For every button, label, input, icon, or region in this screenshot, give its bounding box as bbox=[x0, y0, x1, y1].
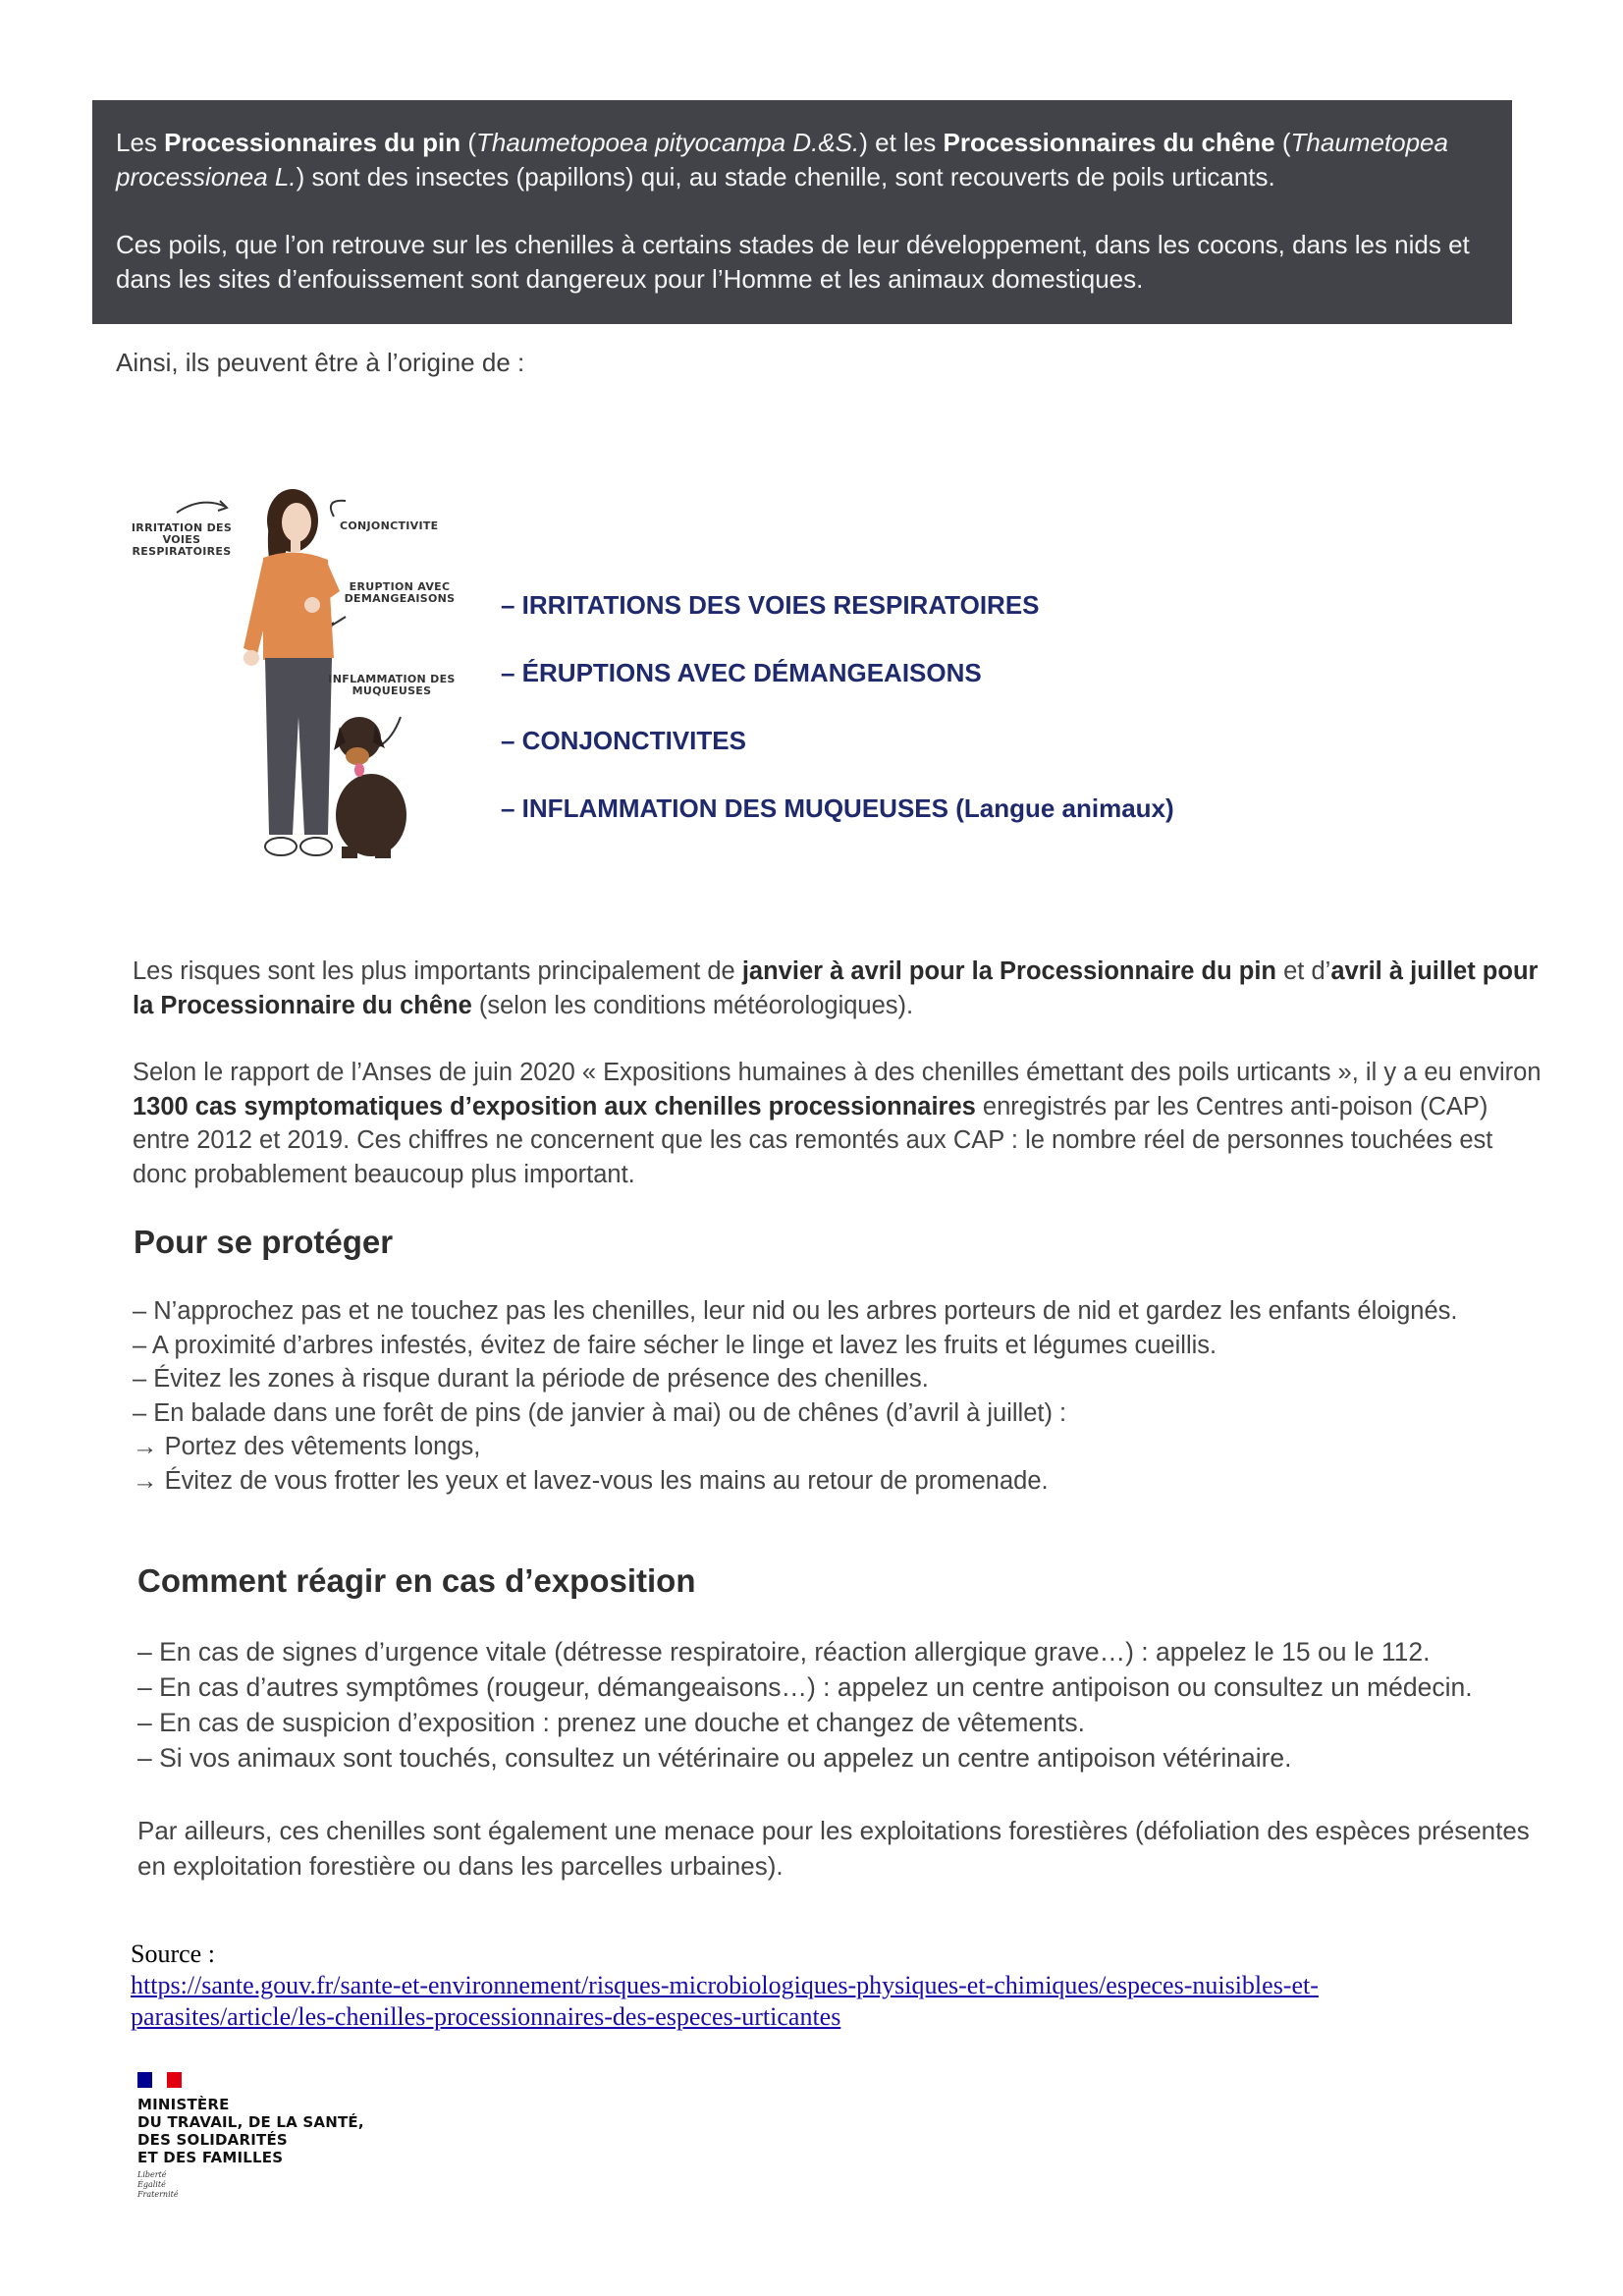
ministry-logo bbox=[137, 2072, 393, 2210]
source-link[interactable] bbox=[131, 1970, 1319, 2033]
republic-motto bbox=[137, 2170, 179, 2200]
protect-list bbox=[133, 1294, 1527, 1498]
react-item: – En cas de signes d’urgence vitale (détresse respiratoire, réaction allergique grave…) : appelez le 15 ou le 112. bbox=[137, 1637, 1431, 1667]
protect-item: – A proximité d’arbres infestés, évitez de faire sécher le linge et lavez les fruits et légumes cueillis. bbox=[133, 1331, 1217, 1359]
label-inflammation: INFLAMMATION DES MUQUEUSES bbox=[328, 673, 456, 697]
protect-item: – En balade dans une forêt de pins (de janvier à mai) ou de chênes (d’avril à juillet) : bbox=[133, 1398, 1067, 1427]
intro-text: Ainsi, ils peuvent être à l’origine de : bbox=[116, 348, 525, 377]
motto-line: Liberté bbox=[137, 2170, 167, 2179]
motto-line: Fraternité bbox=[137, 2190, 179, 2199]
forest-paragraph: Par ailleurs, ces chenilles sont également une menace pour les exploitations forestières (défoliation des espèces présentes en exploitation forestière ou dans les parcelles urbaines). bbox=[137, 1816, 1530, 1881]
react-item: – Si vos animaux sont touchés, consultez un vétérinaire ou appelez un centre antipoison vétérinaire. bbox=[137, 1743, 1292, 1773]
react-item: – En cas d’autres symptômes (rougeur, démangeaisons…) : appelez un centre antipoison ou consultez un médecin. bbox=[137, 1672, 1473, 1702]
risks-paragraph: Les risques sont les plus importants principalement de janvier à avril pour la Processionnaire du pin et d’avril à juillet pour la Processionnaire du chêne (selon les conditions météorologiques). bbox=[133, 957, 1539, 1019]
anses-paragraph: Selon le rapport de l’Anses de juin 2020 « Expositions humaines à des chenilles émettant des poils urticants », il y a eu environ 1300 cas symptomatiques d’exposition aux chenilles processionnaires enregistrés par les Centres anti-poison (CAP) entre 2012 et 2019. Ces chiffres ne concernent que les cas remontés aux CAP : le nombre réel de personnes touchées est donc probablement beaucoup plus important. bbox=[133, 1059, 1542, 1188]
ministry-line: DU TRAVAIL, DE LA SANTÉ, bbox=[137, 2113, 364, 2131]
protect-item: – Évitez les zones à risque durant la période de présence des chenilles. bbox=[133, 1365, 929, 1393]
symptom-item: – CONJONCTIVITES bbox=[501, 726, 746, 755]
label-eruption: ERUPTION AVEC DEMANGEAISONS bbox=[344, 580, 456, 605]
motto-line: Égalité bbox=[137, 2180, 166, 2189]
protect-item: – N’approchez pas et ne touchez pas les chenilles, leur nid ou les arbres porteurs de nid et gardez les enfants éloignés. bbox=[133, 1297, 1458, 1325]
ministry-line: DES SOLIDARITÉS bbox=[137, 2131, 288, 2149]
ministry-name bbox=[137, 2096, 364, 2166]
intro-banner bbox=[92, 100, 1512, 324]
protect-heading: Pour se protéger bbox=[134, 1224, 394, 1260]
french-flag-icon bbox=[137, 2072, 182, 2088]
source-block bbox=[131, 1939, 1319, 2033]
source-label: Source : bbox=[131, 1940, 215, 1968]
symptom-item: – IRRITATIONS DES VOIES RESPIRATOIRES bbox=[501, 590, 1040, 620]
source-link-line-1: https://sante.gouv.fr/sante-et-environnement/risques-microbiologiques-physiques-et-chimiques/especes-nuisibles-et- bbox=[131, 1971, 1319, 1999]
source-link-line-2: parasites/article/les-chenilles-processionnaires-des-especes-urticantes bbox=[131, 2002, 841, 2031]
illustration bbox=[118, 481, 471, 884]
react-heading: Comment réagir en cas d’exposition bbox=[137, 1562, 696, 1599]
ministry-line: MINISTÈRE bbox=[137, 2096, 230, 2113]
symptom-item: – INFLAMMATION DES MUQUEUSES (Langue animaux) bbox=[501, 793, 1174, 823]
label-conjonctivite: CONJONCTIVITE bbox=[340, 519, 439, 532]
react-list bbox=[137, 1634, 1571, 1776]
protect-item: → Portez des vêtements longs, bbox=[133, 1433, 481, 1460]
banner-paragraph-2: Ces poils, que l’on retrouve sur les chenilles à certains stades de leur développement, dans les cocons, dans les nids et dans les sites d’enfouissement sont dangereux pour l’Homme et les animaux domestiques. bbox=[116, 230, 1470, 294]
react-item: – En cas de suspicion d’exposition : prenez une douche et changez de vêtements. bbox=[137, 1708, 1085, 1737]
protect-item: → Évitez de vous frotter les yeux et lavez-vous les mains au retour de promenade. bbox=[133, 1466, 1049, 1495]
symptoms-list bbox=[501, 587, 1174, 858]
banner-paragraph-1: Les Processionnaires du pin (Thaumetopoea pityocampa D.&S.) et les Processionnaires du chêne (Thaumetopea processionea L.) sont des insectes (papillons) qui, au stade chenille, sont recouverts de poils urticants. bbox=[116, 128, 1448, 191]
symptom-item: – ÉRUPTIONS AVEC DÉMANGEAISONS bbox=[501, 658, 982, 687]
label-irritation: IRRITATION DES VOIES RESPIRATOIRES bbox=[131, 521, 233, 558]
ministry-line: ET DES FAMILLES bbox=[137, 2149, 284, 2166]
